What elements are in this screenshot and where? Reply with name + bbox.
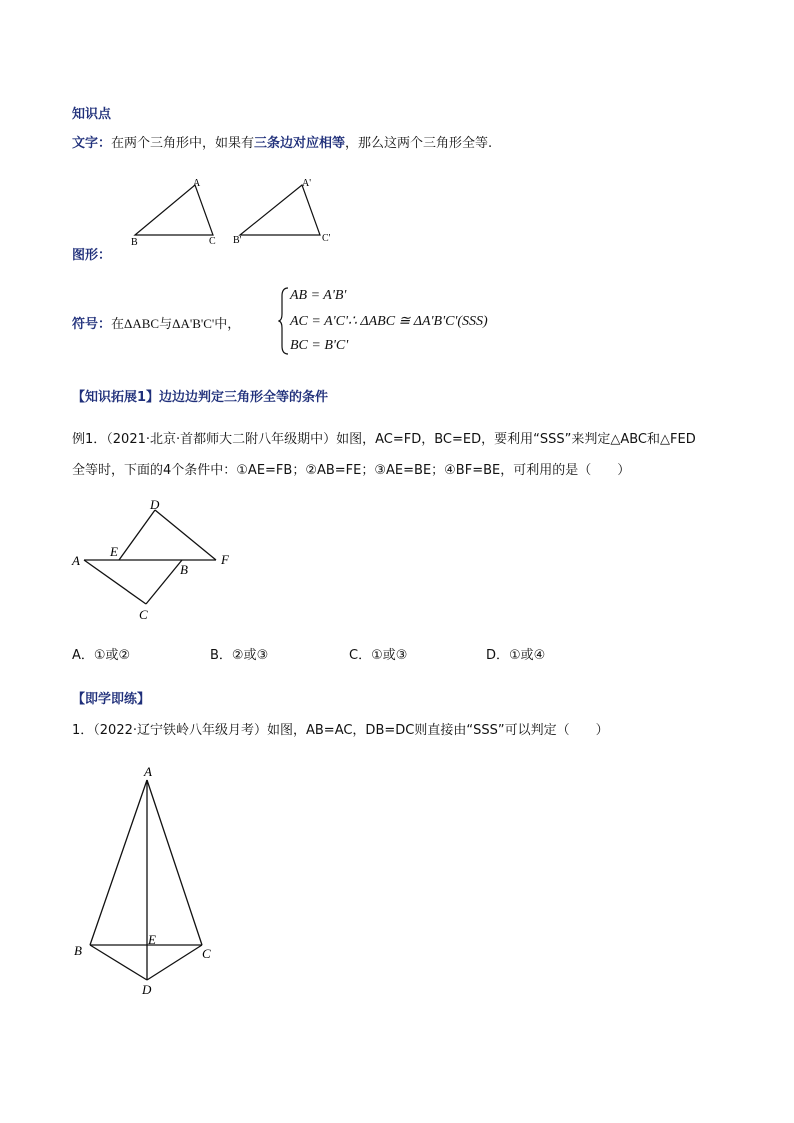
extension-heading: 【知识拓展1】边边边判定三角形全等的条件: [72, 390, 329, 405]
knowledge-heading: 知识点: [72, 107, 112, 122]
p1-label-b: B: [74, 943, 82, 958]
p1-label-d: D: [142, 982, 152, 997]
tri2-label-a: A': [302, 178, 312, 189]
text-bold: 三条边对应相等: [254, 136, 346, 151]
text-after: ，那么这两个三角形全等.: [345, 136, 493, 151]
text-before: 在两个三角形中，如果有: [111, 136, 255, 151]
brace-line-2: AC = A'C'∴ ΔABC ≅ ΔA'B'C'(SSS): [290, 314, 488, 329]
choice-d[interactable]: D．①或④: [486, 648, 546, 663]
text-definition: [72, 132, 492, 151]
symbol-label: 符号：: [72, 317, 112, 332]
example1-line2: 全等时，下面的4个条件中：①AE=FB；②AB=FE；③AE=BE；④BF=BE，可利用的是（ ）: [72, 463, 631, 478]
p1-label-a: A: [144, 764, 152, 779]
choice-a[interactable]: A．①或②: [72, 648, 131, 663]
p1-label-e: E: [148, 932, 156, 947]
choice-b[interactable]: B．②或③: [210, 648, 269, 663]
ex1-label-c: C: [139, 607, 148, 622]
brace-line-1: AB = A'B': [290, 288, 347, 303]
example1-line1: 例1．（2021·北京·首都师大二附八年级期中）如图，AC=FD，BC=ED，要利用“SSS”来判定△ABC和△FED: [72, 432, 696, 447]
tri1-label-c: C: [209, 236, 216, 247]
choice-c[interactable]: C．①或③: [349, 648, 408, 663]
triangle-abc-prime: [240, 185, 320, 235]
tri2-label-c: C': [322, 233, 331, 244]
symbol-prefix: 在ΔABC与ΔA'B'C'中，: [111, 316, 241, 331]
triangles-figure: [120, 172, 350, 252]
ex1-label-d: D: [150, 497, 160, 512]
practice-q1: 1．（2022·辽宁铁岭八年级月考）如图，AB=AC，DB=DC则直接由“SSS”可以判定（ ）: [72, 723, 609, 738]
ex1-label-f: F: [221, 552, 229, 567]
ex1-label-a: A: [72, 553, 80, 568]
left-brace: [278, 286, 290, 356]
practice-heading: 【即学即练】: [72, 692, 151, 707]
text-label: 文字：: [72, 136, 112, 151]
ex1-label-e: E: [110, 544, 118, 559]
figure-label: 图形：: [72, 248, 112, 263]
example1-figure: [66, 494, 246, 628]
ex1-label-b: B: [180, 562, 188, 577]
brace-line-3: BC = B'C': [290, 338, 349, 353]
tri1-label-a: A: [193, 178, 201, 189]
tri1-label-b: B: [131, 237, 138, 248]
triangle-abc: [135, 185, 213, 235]
practice-figure: [68, 760, 228, 1000]
p1-label-c: C: [202, 946, 211, 961]
tri2-label-b: B': [233, 235, 242, 246]
symbol-line: [72, 313, 240, 332]
